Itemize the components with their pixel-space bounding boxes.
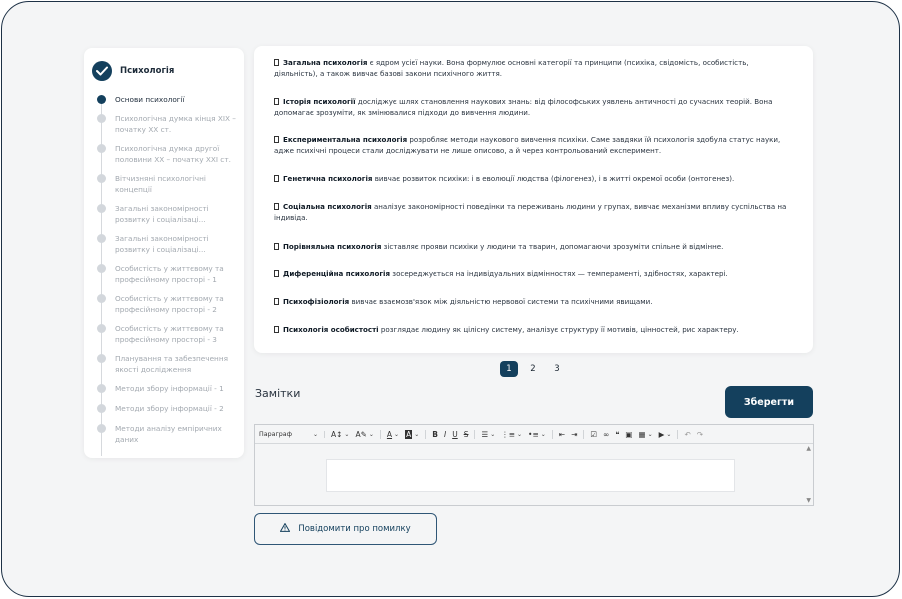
- outdent-icon: ⇤: [558, 429, 566, 439]
- step-dot-icon: [97, 234, 106, 243]
- outdent-button[interactable]: [559, 430, 565, 439]
- paragraph-text: зосереджується на індивідуальних відмінностях — темпераменті, здібностях, характері.: [390, 269, 728, 278]
- paragraph-text: досліджує шлях становлення наукових знань: від філософських уявлень античності до сучасних теорій. Вона допомагає зрозуміти, як змінювалися підходи до вивчення людини.: [274, 97, 773, 117]
- sidebar-step-label: Психологічна думка другої половини XX – початку XXI ст.: [115, 144, 231, 164]
- warning-icon: [280, 523, 290, 535]
- glyph-box-icon: [274, 270, 279, 277]
- block-format-label: Параграф: [259, 430, 292, 438]
- paragraph-text: вивчає розвиток психіки: і в еволюції людства (філогенез), і в житті окремої особи (онтогенез).: [372, 174, 735, 183]
- sidebar-step-label: Вітчизняні психологічні концепції: [115, 174, 206, 194]
- glyph-box-icon: [274, 98, 279, 105]
- scroll-down-arrow[interactable]: ▼: [806, 497, 811, 504]
- sidebar-step[interactable]: [84, 293, 244, 315]
- paragraph-term: Генетична психологія: [283, 174, 373, 183]
- step-dot-icon: [97, 404, 106, 413]
- italic-button[interactable]: [444, 430, 446, 439]
- report-error-label: Повідомити про помилку: [298, 524, 411, 534]
- font-color-button[interactable]: [387, 430, 399, 439]
- sidebar-step[interactable]: [84, 353, 244, 375]
- glyph-box-icon: [274, 298, 279, 305]
- sidebar-step[interactable]: [84, 403, 232, 414]
- content-paragraph: [274, 96, 793, 118]
- table-icon: ▦: [638, 429, 646, 439]
- bold-icon: B: [432, 429, 438, 439]
- page-button[interactable]: 2: [530, 364, 536, 374]
- strikethrough-icon: S: [463, 429, 469, 439]
- step-dot-icon: [97, 324, 106, 333]
- step-dot-icon: [97, 144, 106, 153]
- chevron-down-icon: ⌄: [540, 430, 546, 438]
- chevron-down-icon: ⌄: [344, 430, 350, 438]
- step-dot-icon: [97, 384, 106, 393]
- align-left-icon: ☰: [481, 429, 489, 439]
- table-button[interactable]: [639, 430, 653, 439]
- chevron-down-icon: ⌄: [666, 430, 672, 438]
- notes-label: Замітки: [255, 387, 301, 400]
- chevron-down-icon: ⌄: [517, 430, 523, 438]
- media-icon: ▶: [658, 429, 665, 439]
- content-paragraph: [274, 134, 793, 156]
- strikethrough-button[interactable]: [464, 430, 476, 439]
- italic-icon: I: [443, 429, 447, 439]
- chevron-down-icon: ⌄: [312, 430, 318, 438]
- sidebar-step-label: Загальні закономірності розвитку і соціалізаці...: [115, 204, 209, 224]
- quote-button[interactable]: [615, 430, 619, 439]
- sidebar-step[interactable]: [84, 143, 244, 165]
- paragraph-term: Загальна психологія: [283, 58, 368, 67]
- underline-icon: U: [452, 429, 458, 439]
- paragraph-term: Порівняльна психологія: [283, 242, 382, 251]
- redo-icon: ↷: [696, 429, 704, 439]
- editor-textarea[interactable]: [326, 459, 735, 492]
- sidebar-step-label: Методи аналізу емпіричних даних: [115, 424, 222, 444]
- glyph-box-icon: [274, 59, 279, 66]
- course-title: Психологія: [120, 66, 175, 76]
- sidebar-step-label: Основи психології: [115, 95, 185, 104]
- bold-button[interactable]: [432, 430, 438, 439]
- sidebar-step[interactable]: [84, 263, 244, 285]
- checkmark-icon: [92, 61, 112, 81]
- link-icon: ∞: [603, 429, 610, 439]
- sidebar-step-label: Загальні закономірності розвитку і соціалізаці...: [115, 234, 209, 254]
- image-button[interactable]: [625, 430, 632, 439]
- block-format-select[interactable]: [259, 431, 325, 438]
- paragraph-text: зіставляє прояви психіки у людини та тварин, допомагаючи зрозуміти спільне й відмінне.: [381, 242, 724, 251]
- sidebar-step[interactable]: [84, 423, 244, 445]
- step-dot-icon: [97, 424, 106, 433]
- font-style-button[interactable]: [355, 430, 380, 439]
- sidebar-step-label: Планування та забезпечення якості дослідження: [115, 354, 228, 374]
- paragraph-text: аналізує закономірності поведінки та переживань людини у групах, вивчає механізми впливу суспільства на індивіда.: [274, 202, 787, 222]
- sidebar-step-label: Методи збору інформації - 2: [115, 404, 224, 413]
- step-dot-icon: [97, 95, 106, 104]
- indent-icon: ⇥: [571, 429, 578, 439]
- checklist-button[interactable]: [590, 430, 597, 439]
- chevron-down-icon: ⌄: [368, 430, 374, 438]
- notes-editor: [254, 424, 814, 506]
- scroll-up-arrow[interactable]: ▲: [806, 445, 811, 452]
- sidebar-step[interactable]: [84, 203, 244, 225]
- save-button[interactable]: Зберегти: [725, 386, 813, 418]
- paragraph-text: вивчає взаємозв'язок між діяльністю нервової системи та психічними явищами.: [349, 297, 653, 306]
- glyph-box-icon: [274, 136, 279, 143]
- paragraph-term: Психофізіологія: [283, 297, 350, 306]
- quote-icon: ❝: [615, 429, 620, 439]
- image-icon: ▣: [625, 429, 633, 439]
- font-style-icon: A✎: [355, 429, 367, 439]
- content-paragraph: [274, 296, 793, 307]
- undo-button[interactable]: [684, 430, 690, 439]
- sidebar-step-label: Особистість у життєвому та професійному просторі - 1: [115, 264, 224, 284]
- paragraph-term: Історія психології: [283, 97, 356, 106]
- glyph-box-icon: [274, 243, 279, 250]
- font-size-button[interactable]: [331, 430, 349, 439]
- sidebar-step-label: Психологічна думка кінця XIX – початку XX ст.: [115, 114, 236, 134]
- chevron-down-icon: ⌄: [394, 430, 400, 438]
- step-dot-icon: [97, 264, 106, 273]
- numbered-list-button[interactable]: [501, 430, 522, 439]
- paragraph-text: розробляє методи наукового вивчення психіки. Саме завдяки їй психологія здобула статус науки, адже психічні процеси стали досліджувати не лише описово, а й через контрольований експеримент.: [274, 135, 781, 155]
- numbered-list-icon: ⋮≡: [501, 429, 516, 439]
- page-button[interactable]: 3: [554, 364, 560, 374]
- underline-button[interactable]: [452, 430, 458, 439]
- paragraph-text: є ядром усієї науки. Вона формулює основні категорії та принципи (психіка, свідомість, особистість, діяльність), а також вивчає базові закони психічного життя.: [274, 58, 749, 78]
- glyph-box-icon: [274, 203, 279, 210]
- report-error-button[interactable]: [254, 513, 437, 545]
- font-size-icon: A↕: [331, 429, 343, 439]
- paragraph-term: Експериментальна психологія: [283, 135, 408, 144]
- content-paragraph: [274, 173, 793, 184]
- sidebar-step[interactable]: [84, 173, 244, 195]
- editor-toolbar: [255, 425, 813, 444]
- paragraph-text: розглядає людину як цілісну систему, аналізує структуру її мотивів, цінностей, рис характеру.: [378, 325, 739, 334]
- sidebar-step[interactable]: [84, 94, 193, 105]
- glyph-box-icon: [274, 175, 279, 182]
- content-paragraph: [274, 57, 793, 79]
- course-header[interactable]: [92, 61, 174, 81]
- page-button[interactable]: 1: [500, 361, 518, 377]
- sidebar-step-label: Особистість у життєвому та професійному просторі - 3: [115, 324, 224, 344]
- checklist-icon: ☑: [590, 429, 598, 439]
- indent-button[interactable]: [571, 430, 584, 439]
- content-paragraph: [274, 201, 793, 223]
- step-dot-icon: [97, 174, 106, 183]
- step-dot-icon: [97, 354, 106, 363]
- paragraph-term: Психологія особистості: [283, 325, 379, 334]
- redo-button[interactable]: [697, 430, 703, 439]
- media-button[interactable]: [659, 430, 679, 439]
- sidebar-step[interactable]: [84, 323, 244, 345]
- step-dot-icon: [97, 294, 106, 303]
- app-window: [1, 1, 900, 597]
- chevron-down-icon: ⌄: [647, 430, 653, 438]
- link-button[interactable]: [603, 430, 609, 439]
- bullet-list-button[interactable]: [528, 430, 553, 439]
- sidebar-step-label: Особистість у життєвому та професійному просторі - 2: [115, 294, 224, 314]
- sidebar-step-label: Методи збору інформації - 1: [115, 384, 224, 393]
- sidebar-step[interactable]: [84, 233, 244, 255]
- course-sidebar: [84, 48, 244, 458]
- highlight-icon: A: [406, 429, 412, 439]
- sidebar-step[interactable]: [84, 383, 232, 394]
- font-color-icon: A: [386, 429, 393, 439]
- content-paragraph: [274, 324, 793, 335]
- paragraph-term: Диференційна психологія: [283, 269, 391, 278]
- undo-icon: ↶: [684, 429, 691, 439]
- align-button[interactable]: [481, 430, 495, 439]
- content-paragraph: [274, 268, 793, 279]
- chevron-down-icon: ⌄: [414, 430, 420, 438]
- glyph-box-icon: [274, 326, 279, 333]
- highlight-button[interactable]: [405, 430, 426, 439]
- sidebar-step[interactable]: [84, 113, 244, 135]
- pagination: [500, 361, 566, 377]
- lesson-content: [254, 46, 813, 353]
- step-dot-icon: [97, 204, 106, 213]
- paragraph-term: Соціальна психологія: [283, 202, 372, 211]
- bullet-list-icon: •≡: [528, 429, 539, 439]
- content-paragraph: [274, 241, 793, 252]
- step-dot-icon: [97, 114, 106, 123]
- chevron-down-icon: ⌄: [490, 430, 496, 438]
